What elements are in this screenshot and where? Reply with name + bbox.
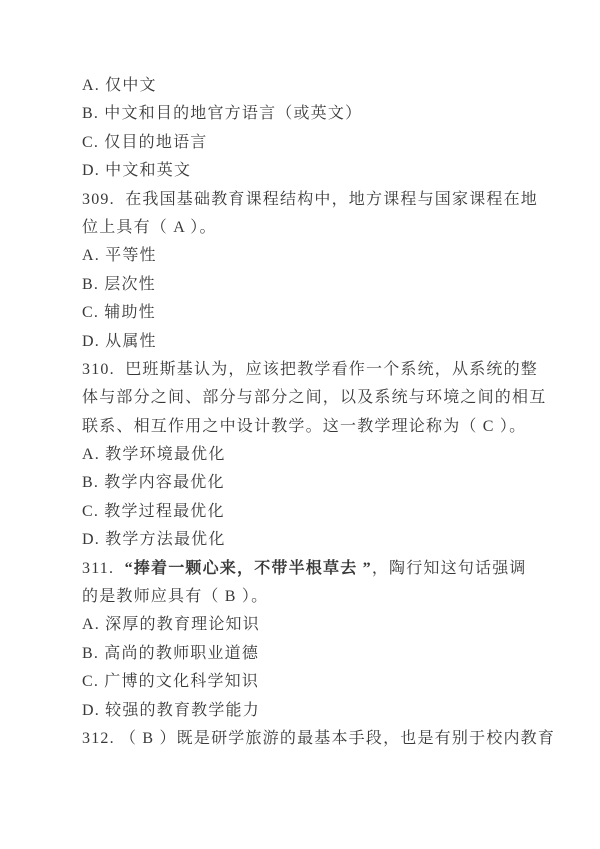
option-line-b: B. 中文和目的地官方语言（或英文） — [82, 105, 363, 123]
question-311-option-b: B. 高尚的教师职业道德 — [82, 644, 260, 662]
question-310-option-c: C. 教学过程最优化 — [82, 502, 225, 520]
question-311 — [82, 555, 534, 725]
question-312-stem-line-1: 312. （ B ）既是研学旅游的最基本手段，也是有别于校内教育 — [82, 729, 556, 747]
question-309-stem-line-1: 309. 在我国基础教育课程结构中，地方课程与国家课程在地 — [82, 190, 539, 208]
option-line-d: D. 中文和英文 — [82, 162, 192, 180]
carryover-options-block — [82, 72, 534, 186]
question-309-option-d: D. 从属性 — [82, 332, 157, 350]
question-311-stem-rest: ，陶行知这句话强调 — [371, 559, 527, 577]
question-311-stem-line-1 — [82, 555, 534, 583]
question-311-stem-line-2: 的是教师应具有（ B ）。 — [82, 588, 269, 606]
question-311-number: 311. — [82, 559, 125, 577]
question-311-option-c: C. 广博的文化科学知识 — [82, 673, 260, 691]
question-310-stem-line-2: 体与部分之间、部分与部分之间，以及系统与环境之间的相互 — [82, 389, 547, 407]
question-310 — [82, 356, 547, 555]
question-310-stem-line-3: 联系、相互作用之中设计教学。这一教学理论称为（ C ）。 — [82, 417, 527, 435]
question-311-quote: “捧着一颗心来，不带半根草去 ” — [124, 559, 372, 577]
question-309-stem-line-2: 位上具有（ A ）。 — [82, 218, 217, 236]
question-311-option-a: A. 深厚的教育理论知识 — [82, 616, 260, 634]
question-310-option-a: A. 教学环境最优化 — [82, 446, 226, 464]
option-line-a: A. 仅中文 — [82, 77, 157, 94]
question-310-option-b: B. 教学内容最优化 — [82, 474, 225, 492]
question-309-option-b: B. 层次性 — [82, 275, 156, 293]
question-309-option-c: C. 辅助性 — [82, 304, 156, 322]
question-310-stem-line-1: 310. 巴班斯基认为，应该把教学看作一个系统，从系统的整 — [82, 360, 539, 378]
question-309 — [82, 186, 539, 356]
option-line-c: C. 仅目的地语言 — [82, 133, 208, 151]
question-311-option-d: D. 较强的教育教学能力 — [82, 701, 260, 719]
question-309-option-a: A. 平等性 — [82, 247, 157, 265]
question-312 — [82, 725, 556, 753]
question-310-option-d: D. 教学方法最优化 — [82, 531, 226, 549]
